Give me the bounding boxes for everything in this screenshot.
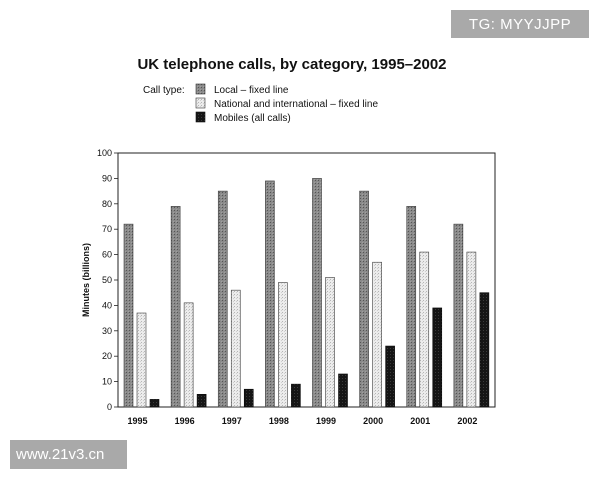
bar-local-1997 — [218, 191, 227, 407]
bar-national-1998 — [278, 283, 287, 407]
legend-label-mobiles: Mobiles (all calls) — [214, 113, 291, 124]
bar-mobiles-2001 — [433, 308, 442, 407]
y-tick-label: 30 — [101, 325, 112, 336]
legend-title: Call type: — [143, 85, 185, 96]
bar-local-2002 — [454, 224, 463, 407]
bar-national-1999 — [326, 277, 335, 407]
bar-local-2000 — [360, 191, 369, 407]
bar-national-2000 — [373, 262, 382, 407]
x-tick-label-2000: 2000 — [363, 416, 384, 426]
y-tick-label: 20 — [101, 351, 112, 362]
bar-local-1998 — [265, 181, 274, 407]
y-tick-label: 60 — [101, 249, 112, 260]
bars — [124, 178, 489, 407]
y-tick-label: 70 — [101, 224, 112, 235]
bar-local-1996 — [171, 206, 180, 407]
bar-mobiles-1995 — [150, 399, 159, 407]
legend-label-national: National and international – fixed line — [214, 99, 378, 110]
bar-local-1999 — [313, 178, 322, 407]
legend-label-local: Local – fixed line — [214, 85, 289, 96]
y-ticks — [97, 148, 118, 412]
bar-mobiles-2002 — [480, 293, 489, 407]
x-tick-label-2002: 2002 — [457, 416, 478, 426]
legend-swatch-mobiles — [196, 112, 205, 122]
bar-national-1996 — [184, 303, 193, 407]
bar-mobiles-1999 — [339, 374, 348, 407]
y-tick-label: 10 — [101, 376, 112, 387]
bar-local-1995 — [124, 224, 133, 407]
bar-national-1995 — [137, 313, 146, 407]
y-tick-label: 50 — [101, 275, 112, 285]
x-tick-label-2001: 2001 — [410, 416, 431, 426]
legend-swatch-local — [196, 84, 205, 94]
bar-mobiles-2000 — [386, 346, 395, 407]
watermark-bottom: www.21v3.cn — [10, 440, 127, 469]
bar-mobiles-1998 — [291, 384, 300, 407]
y-tick-label: 100 — [96, 148, 112, 158]
watermark-top: TG: MYYJJPP — [451, 10, 589, 38]
bar-local-2001 — [407, 206, 416, 407]
bar-mobiles-1997 — [244, 389, 253, 407]
bar-national-1997 — [231, 290, 240, 407]
legend — [143, 84, 378, 124]
bar-national-2001 — [420, 252, 429, 407]
bar-national-2002 — [467, 252, 476, 407]
y-tick-label: 0 — [106, 402, 112, 412]
x-ticks — [127, 416, 477, 426]
y-tick-label: 90 — [101, 173, 112, 184]
x-tick-label-1997: 1997 — [221, 416, 242, 426]
x-tick-label-1999: 1999 — [315, 416, 337, 426]
y-axis-label: Minutes (billions) — [81, 243, 91, 317]
x-tick-label-1995: 1995 — [127, 416, 148, 426]
bar-mobiles-1996 — [197, 394, 206, 407]
y-tick-label: 80 — [101, 198, 112, 209]
legend-swatch-national — [196, 98, 205, 108]
x-tick-label-1998: 1998 — [268, 416, 289, 426]
x-tick-label-1996: 1996 — [174, 416, 195, 426]
chart-title: UK telephone calls, by category, 1995–2002 — [137, 56, 447, 73]
y-tick-label: 40 — [101, 300, 112, 311]
